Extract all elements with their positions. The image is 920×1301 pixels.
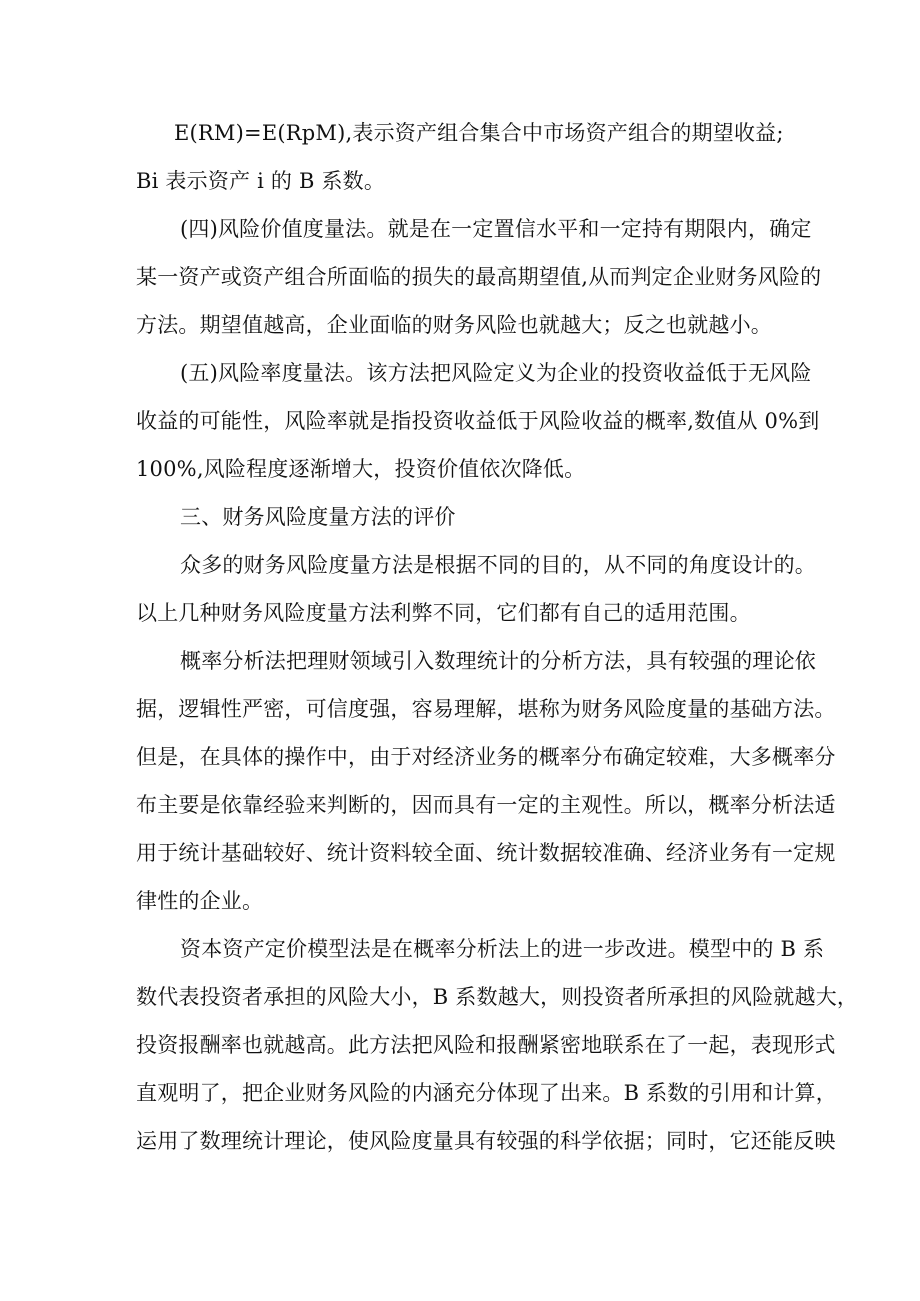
paragraph-line: 某一资产或资产组合所面临的损失的最高期望值,从而判定企业财务风险的 <box>136 265 822 289</box>
section-heading: 三、财务风险度量方法的评价 <box>180 505 456 529</box>
paragraph-line: 律性的企业。 <box>136 889 264 913</box>
paragraph-line: (五)风险率度量法。该方法把风险定义为企业的投资收益低于无风险 <box>180 361 812 385</box>
formula-line: E(RM)=E(RpM),表示资产组合集合中市场资产组合的期望收益; <box>174 121 784 145</box>
paragraph-line: (四)风险价值度量法。就是在一定置信水平和一定持有期限内，确定 <box>180 217 812 241</box>
paragraph-line: 投资报酬率也就越高。此方法把风险和报酬紧密地联系在了一起，表现形式 <box>136 1033 836 1057</box>
paragraph-line: 众多的财务风险度量方法是根据不同的目的，从不同的角度设计的。 <box>180 553 816 577</box>
paragraph-line: 100%,风险程度逐渐增大，投资价值依次降低。 <box>136 457 586 481</box>
paragraph-line: 以上几种财务风险度量方法利弊不同，它们都有自己的适用范围。 <box>136 601 751 625</box>
beta-definition-line: Bi 表示资产 i 的 B 系数。 <box>136 169 386 193</box>
paragraph-line: 概率分析法把理财领域引入数理统计的分析方法，具有较强的理论依 <box>180 649 816 673</box>
paragraph-line: 用于统计基础较好、统计资料较全面、统计数据较准确、经济业务有一定规 <box>136 841 836 865</box>
paragraph-line: 数代表投资者承担的风险大小，B 系数越大，则投资者所承担的风险就越大， <box>136 985 859 1009</box>
paragraph-line: 据，逻辑性严密，可信度强，容易理解，堪称为财务风险度量的基础方法。 <box>136 697 836 721</box>
paragraph-line: 方法。期望值越高，企业面临的财务风险也就越大；反之也就越小。 <box>136 313 772 337</box>
paragraph-line: 但是，在具体的操作中，由于对经济业务的概率分布确定较难，大多概率分 <box>136 745 836 769</box>
paragraph-line: 收益的可能性，风险率就是指投资收益低于风险收益的概率,数值从 0%到 <box>136 409 820 433</box>
paragraph-line: 资本资产定价模型法是在概率分析法上的进一步改进。模型中的 B 系 <box>180 937 825 961</box>
paragraph-line: 直观明了，把企业财务风险的内涵充分体现了出来。B 系数的引用和计算， <box>136 1081 837 1105</box>
paragraph-line: 运用了数理统计理论，使风险度量具有较强的科学依据；同时，它还能反映 <box>136 1129 836 1153</box>
paragraph-line: 布主要是依靠经验来判断的，因而具有一定的主观性。所以，概率分析法适 <box>136 793 836 817</box>
